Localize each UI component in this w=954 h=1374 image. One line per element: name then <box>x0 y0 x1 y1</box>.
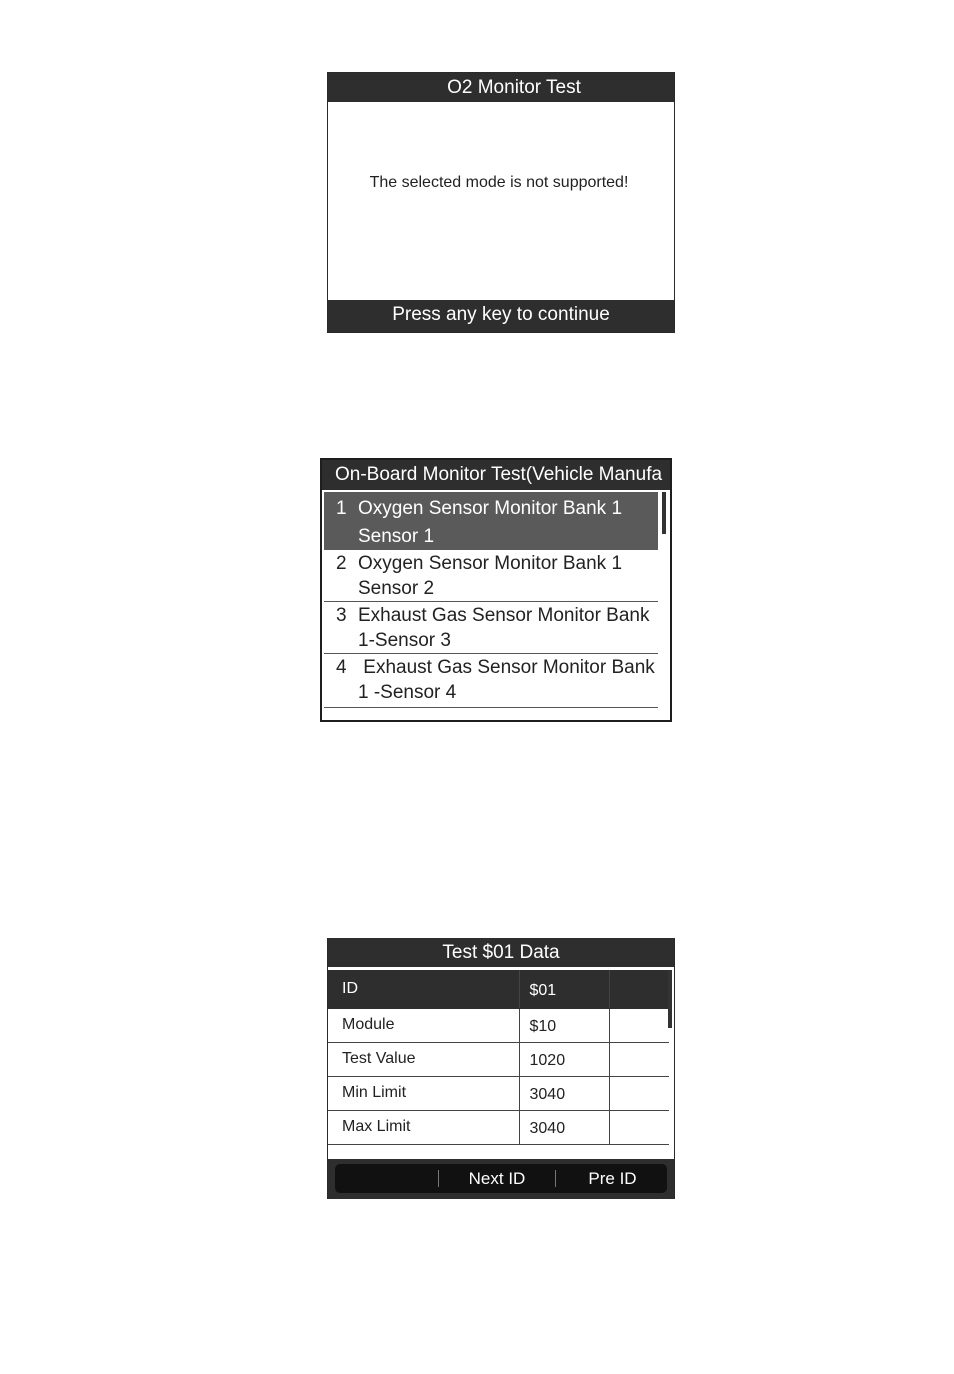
item-number: 3 <box>336 605 347 626</box>
row-label: ID <box>328 970 519 1008</box>
row-label: Module <box>328 1008 519 1042</box>
table-row-selected[interactable] <box>328 970 669 1008</box>
pre-id-button[interactable]: Pre ID <box>588 1169 637 1188</box>
row-extra <box>609 1042 669 1076</box>
monitor-list <box>324 492 658 708</box>
o2-monitor-test-screen <box>327 72 675 333</box>
table-row[interactable] <box>328 1008 669 1042</box>
test-data-screen <box>327 938 675 1199</box>
continue-prompt[interactable]: Press any key to continue <box>328 300 674 332</box>
item-label-line1: Exhaust Gas Sensor Monitor Bank <box>358 657 655 678</box>
row-extra <box>609 1008 669 1042</box>
item-label-line1: Oxygen Sensor Monitor Bank 1 <box>358 498 623 519</box>
row-value: $01 <box>519 970 609 1008</box>
item-number: 2 <box>336 553 347 574</box>
screen-title: O2 Monitor Test <box>328 73 674 102</box>
row-extra <box>609 970 669 1008</box>
softkey-panel <box>335 1164 667 1193</box>
screen-title: Test $01 Data <box>328 938 674 967</box>
row-value: 3040 <box>519 1076 609 1110</box>
row-label: Test Value <box>328 1042 519 1076</box>
item-number: 4 <box>336 657 347 678</box>
item-label-line2: 1 -Sensor 4 <box>358 682 457 703</box>
table-row[interactable] <box>328 1042 669 1076</box>
row-extra <box>609 1110 669 1144</box>
row-value: $10 <box>519 1008 609 1042</box>
list-item-2[interactable] <box>324 550 658 602</box>
item-label-line1: Exhaust Gas Sensor Monitor Bank <box>358 605 650 626</box>
item-label-line2: Sensor 1 <box>358 526 435 547</box>
row-value: 3040 <box>519 1110 609 1144</box>
softkey-bar <box>328 1159 674 1199</box>
next-id-button[interactable]: Next ID <box>468 1169 526 1188</box>
list-item-4[interactable] <box>324 654 658 708</box>
row-label: Min Limit <box>328 1076 519 1110</box>
item-label-line1: Oxygen Sensor Monitor Bank 1 <box>358 553 623 574</box>
list-item-3[interactable] <box>324 602 658 654</box>
scrollbar[interactable] <box>662 490 666 720</box>
item-number: 1 <box>336 498 347 519</box>
not-supported-message: The selected mode is not supported! <box>369 174 629 191</box>
screen-title: On-Board Monitor Test(Vehicle Manufa <box>322 460 670 490</box>
scrollbar-thumb[interactable] <box>668 970 672 1028</box>
softkey-1[interactable] <box>335 1164 438 1193</box>
list-item-1[interactable] <box>324 492 658 550</box>
scrollbar-thumb[interactable] <box>662 492 666 534</box>
table-row[interactable] <box>328 1110 669 1144</box>
row-value: 1020 <box>519 1042 609 1076</box>
row-label: Max Limit <box>328 1110 519 1144</box>
row-extra <box>609 1076 669 1110</box>
on-board-monitor-test-screen <box>320 458 672 722</box>
table-row[interactable] <box>328 1076 669 1110</box>
item-label-line2: 1-Sensor 3 <box>358 630 451 651</box>
item-label-line2: Sensor 2 <box>358 578 435 599</box>
test-data-table <box>328 970 669 1145</box>
